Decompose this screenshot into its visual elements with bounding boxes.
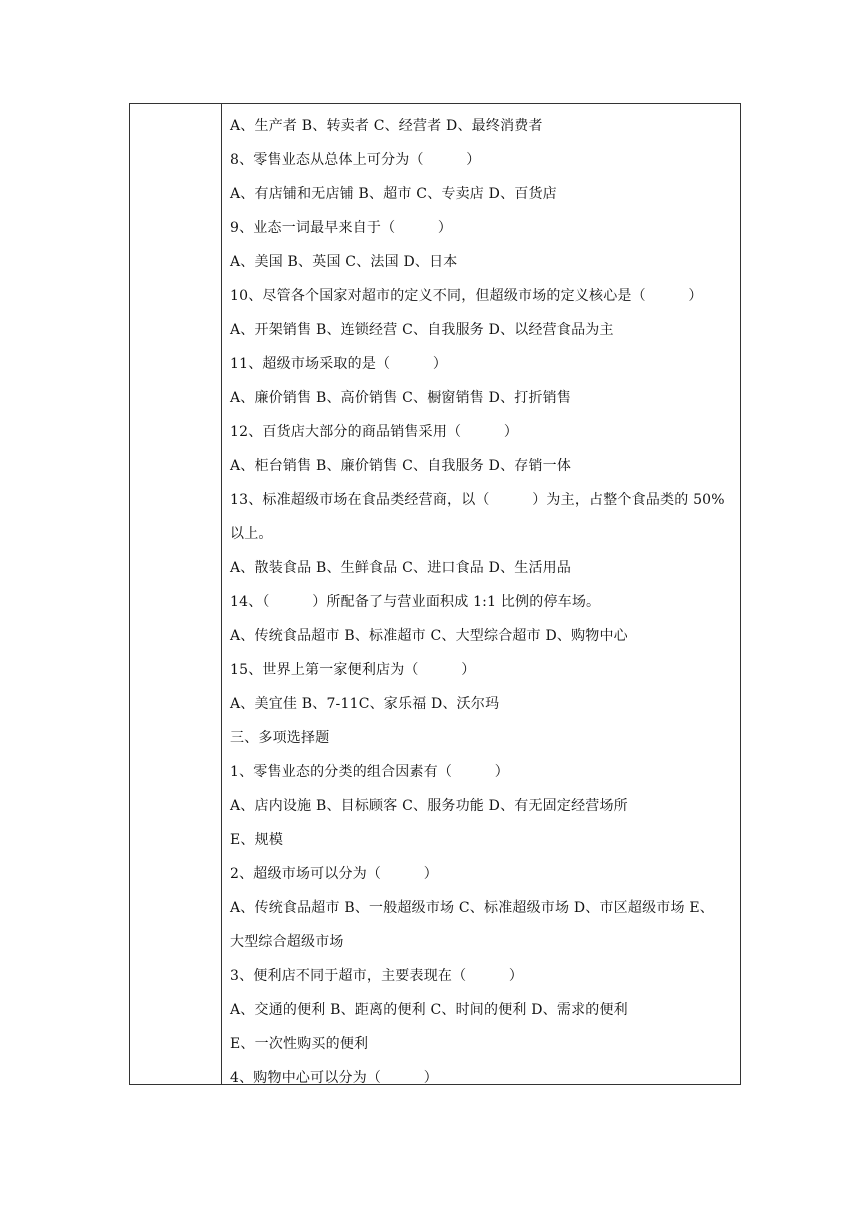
text-line: A、开架销售 B、连锁经营 C、自我服务 D、以经营食品为主 xyxy=(230,322,614,338)
question-line: 8、零售业态从总体上可分为（ ） xyxy=(230,152,481,168)
question-line: 12、百货店大部分的商品销售采用（ ） xyxy=(230,424,519,440)
table-content-column xyxy=(222,104,740,1084)
question-table xyxy=(129,103,741,1085)
question-line: 13、标准超级市场在食品类经营商，以（ ）为主，占整个食品类的 50% xyxy=(230,492,725,508)
table-left-column xyxy=(130,104,222,1084)
question-line: 4、购物中心可以分为（ ） xyxy=(230,1070,438,1086)
text-line: A、美国 B、英国 C、法国 D、日本 xyxy=(230,254,458,270)
text-line: A、店内设施 B、目标顾客 C、服务功能 D、有无固定经营场所 xyxy=(230,798,628,814)
text-line: A、美宜佳 B、7-11C、家乐福 D、沃尔玛 xyxy=(230,696,500,712)
text-line: A、廉价销售 B、高价销售 C、橱窗销售 D、打折销售 xyxy=(230,390,572,406)
question-line: 1、零售业态的分类的组合因素有（ ） xyxy=(230,764,509,780)
text-line: 大型综合超级市场 xyxy=(230,934,344,950)
text-line: A、生产者 B、转卖者 C、经营者 D、最终消费者 xyxy=(230,118,543,134)
text-line: A、散装食品 B、生鲜食品 C、进口食品 D、生活用品 xyxy=(230,560,572,576)
text-line: A、传统食品超市 B、一般超级市场 C、标准超级市场 D、市区超级市场 E、 xyxy=(230,900,714,916)
question-line: 11、超级市场采取的是（ ） xyxy=(230,356,448,372)
question-line: 2、超级市场可以分为（ ） xyxy=(230,866,438,882)
text-line: A、交通的便利 B、距离的便利 C、时间的便利 D、需求的便利 xyxy=(230,1002,628,1018)
question-line: 9、业态一词最早来自于（ ） xyxy=(230,220,453,236)
section-heading: 三、多项选择题 xyxy=(230,730,330,746)
text-line: A、有店铺和无店铺 B、超市 C、专卖店 D、百货店 xyxy=(230,186,557,202)
text-line: A、传统食品超市 B、标准超市 C、大型综合超市 D、购物中心 xyxy=(230,628,628,644)
question-line: 10、尽管各个国家对超市的定义不同，但超级市场的定义核心是（ ） xyxy=(230,288,703,304)
text-line: E、一次性购买的便利 xyxy=(230,1036,369,1052)
text-line: A、柜台销售 B、廉价销售 C、自我服务 D、存销一体 xyxy=(230,458,572,474)
question-line: 15、世界上第一家便利店为（ ） xyxy=(230,662,476,678)
question-line: 14、（ ）所配备了与营业面积成 1:1 比例的停车场。 xyxy=(230,594,601,610)
text-line: 以上。 xyxy=(230,526,273,542)
text-line: E、规模 xyxy=(230,832,284,848)
question-line: 3、便利店不同于超市，主要表现在（ ） xyxy=(230,968,524,984)
